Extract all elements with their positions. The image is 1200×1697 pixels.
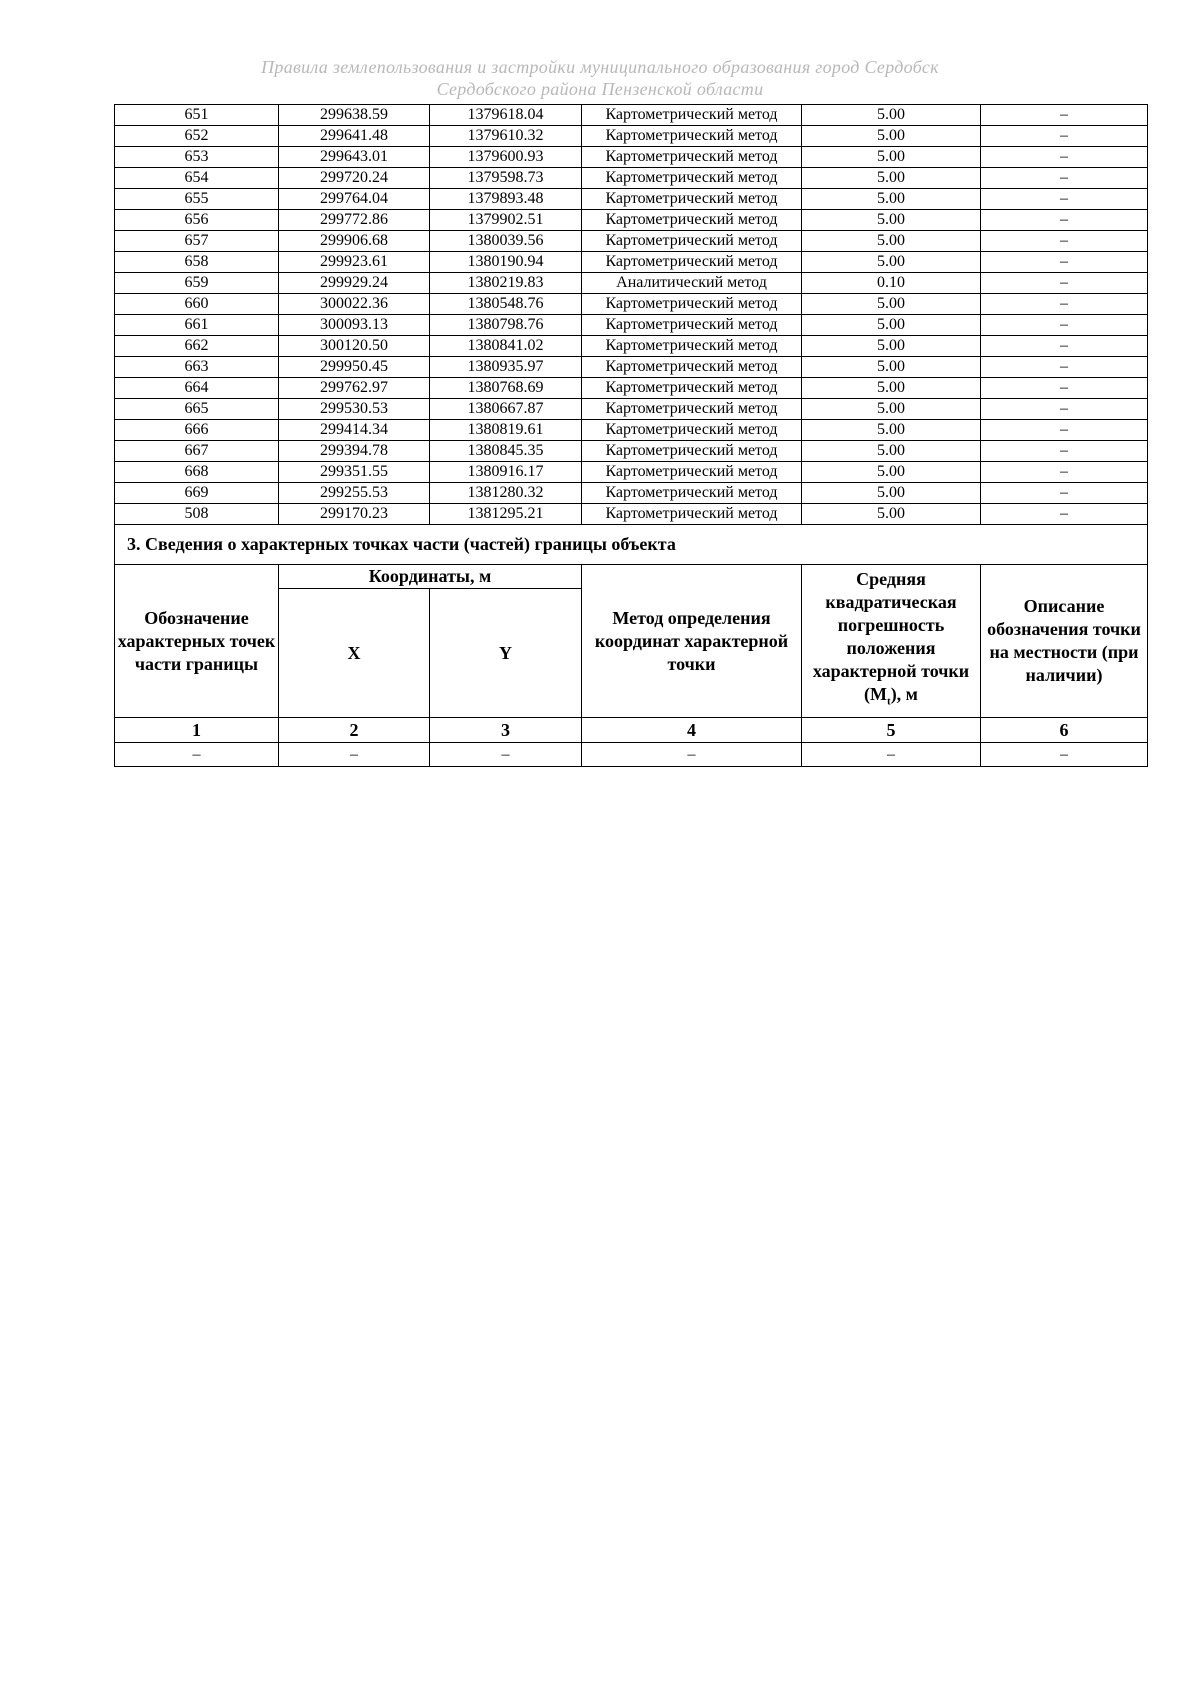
x-coordinate-cell: 299255.53 — [279, 483, 430, 504]
error-cell: 5.00 — [802, 462, 981, 483]
header-coordinates: Координаты, м — [279, 565, 582, 589]
page-header — [0, 56, 1200, 100]
description-cell: – — [981, 147, 1148, 168]
method-cell: Картометрический метод — [582, 189, 802, 210]
method-cell: Картометрический метод — [582, 462, 802, 483]
description-cell: – — [981, 441, 1148, 462]
y-coordinate-cell: 1379902.51 — [430, 210, 582, 231]
description-cell: – — [981, 462, 1148, 483]
point-number-cell: 668 — [115, 462, 279, 483]
empty-cell: – — [279, 743, 430, 767]
method-cell: Картометрический метод — [582, 315, 802, 336]
column-number: 5 — [802, 718, 981, 743]
method-cell: Картометрический метод — [582, 147, 802, 168]
method-cell: Картометрический метод — [582, 399, 802, 420]
column-number: 1 — [115, 718, 279, 743]
point-number-cell: 652 — [115, 126, 279, 147]
x-coordinate-cell: 299643.01 — [279, 147, 430, 168]
y-coordinate-cell: 1380548.76 — [430, 294, 582, 315]
point-number-cell: 657 — [115, 231, 279, 252]
error-cell: 5.00 — [802, 378, 981, 399]
x-coordinate-cell: 300022.36 — [279, 294, 430, 315]
point-number-cell: 664 — [115, 378, 279, 399]
table-row — [115, 462, 1148, 483]
description-cell: – — [981, 189, 1148, 210]
empty-cell: – — [115, 743, 279, 767]
point-number-cell: 659 — [115, 273, 279, 294]
description-cell: – — [981, 504, 1148, 525]
table-row — [115, 105, 1148, 126]
x-coordinate-cell: 299530.53 — [279, 399, 430, 420]
column-numbers-row — [115, 718, 1148, 743]
method-cell: Картометрический метод — [582, 168, 802, 189]
method-cell: Картометрический метод — [582, 231, 802, 252]
description-cell: – — [981, 378, 1148, 399]
header-error-sub: t — [887, 695, 891, 708]
method-cell: Картометрический метод — [582, 378, 802, 399]
y-coordinate-cell: 1380845.35 — [430, 441, 582, 462]
coordinates-table — [114, 104, 1148, 767]
x-coordinate-cell: 299414.34 — [279, 420, 430, 441]
point-number-cell: 667 — [115, 441, 279, 462]
description-cell: – — [981, 399, 1148, 420]
y-coordinate-cell: 1379618.04 — [430, 105, 582, 126]
y-coordinate-cell: 1380798.76 — [430, 315, 582, 336]
error-cell: 5.00 — [802, 147, 981, 168]
error-cell: 5.00 — [802, 504, 981, 525]
description-cell: – — [981, 126, 1148, 147]
header-row-1 — [115, 565, 1148, 589]
method-cell: Картометрический метод — [582, 483, 802, 504]
point-number-cell: 656 — [115, 210, 279, 231]
header-error — [802, 565, 981, 718]
table-row — [115, 126, 1148, 147]
x-coordinate-cell: 299720.24 — [279, 168, 430, 189]
description-cell: – — [981, 252, 1148, 273]
description-cell: – — [981, 357, 1148, 378]
error-cell: 5.00 — [802, 336, 981, 357]
empty-data-row — [115, 743, 1148, 767]
description-cell: – — [981, 210, 1148, 231]
x-coordinate-cell: 299950.45 — [279, 357, 430, 378]
method-cell: Картометрический метод — [582, 336, 802, 357]
method-cell: Картометрический метод — [582, 441, 802, 462]
y-coordinate-cell: 1380916.17 — [430, 462, 582, 483]
y-coordinate-cell: 1380935.97 — [430, 357, 582, 378]
point-number-cell: 660 — [115, 294, 279, 315]
x-coordinate-cell: 300093.13 — [279, 315, 430, 336]
x-coordinate-cell: 299394.78 — [279, 441, 430, 462]
empty-cell: – — [802, 743, 981, 767]
point-number-cell: 665 — [115, 399, 279, 420]
error-cell: 5.00 — [802, 483, 981, 504]
y-coordinate-cell: 1380219.83 — [430, 273, 582, 294]
x-coordinate-cell: 300120.50 — [279, 336, 430, 357]
method-cell: Картометрический метод — [582, 105, 802, 126]
error-cell: 5.00 — [802, 420, 981, 441]
y-coordinate-cell: 1380841.02 — [430, 336, 582, 357]
method-cell: Картометрический метод — [582, 126, 802, 147]
y-coordinate-cell: 1380039.56 — [430, 231, 582, 252]
header-y: Y — [430, 589, 582, 718]
table-row — [115, 273, 1148, 294]
table-row — [115, 231, 1148, 252]
description-cell: – — [981, 168, 1148, 189]
table-row — [115, 483, 1148, 504]
point-number-cell: 651 — [115, 105, 279, 126]
y-coordinate-cell: 1380819.61 — [430, 420, 582, 441]
section-title-row — [115, 525, 1148, 565]
y-coordinate-cell: 1379893.48 — [430, 189, 582, 210]
table-row — [115, 252, 1148, 273]
y-coordinate-cell: 1380768.69 — [430, 378, 582, 399]
error-cell: 5.00 — [802, 399, 981, 420]
empty-cell: – — [430, 743, 582, 767]
method-cell: Картометрический метод — [582, 357, 802, 378]
description-cell: – — [981, 336, 1148, 357]
column-number: 3 — [430, 718, 582, 743]
table-row — [115, 441, 1148, 462]
x-coordinate-cell: 299641.48 — [279, 126, 430, 147]
header-line-1: Правила землепользования и застройки муниципального образования город Сердобск — [261, 57, 939, 77]
point-number-cell: 508 — [115, 504, 279, 525]
method-cell: Картометрический метод — [582, 420, 802, 441]
error-cell: 5.00 — [802, 294, 981, 315]
header-designation: Обозначение характерных точек части границы — [115, 565, 279, 718]
table-row — [115, 336, 1148, 357]
y-coordinate-cell: 1381295.21 — [430, 504, 582, 525]
table-row — [115, 399, 1148, 420]
header-error-tail: ), м — [890, 684, 918, 705]
x-coordinate-cell: 299923.61 — [279, 252, 430, 273]
point-number-cell: 666 — [115, 420, 279, 441]
x-coordinate-cell: 299638.59 — [279, 105, 430, 126]
y-coordinate-cell: 1379600.93 — [430, 147, 582, 168]
empty-cell: – — [582, 743, 802, 767]
header-x: X — [279, 589, 430, 718]
method-cell: Картометрический метод — [582, 252, 802, 273]
table-row — [115, 504, 1148, 525]
error-cell: 5.00 — [802, 252, 981, 273]
x-coordinate-cell: 299764.04 — [279, 189, 430, 210]
y-coordinate-cell: 1379598.73 — [430, 168, 582, 189]
section-3-title: 3. Сведения о характерных точках части (частей) границы объекта — [115, 525, 1148, 565]
x-coordinate-cell: 299929.24 — [279, 273, 430, 294]
description-cell: – — [981, 315, 1148, 336]
table-row — [115, 378, 1148, 399]
error-cell: 5.00 — [802, 105, 981, 126]
error-cell: 5.00 — [802, 189, 981, 210]
method-cell: Картометрический метод — [582, 210, 802, 231]
error-cell: 5.00 — [802, 357, 981, 378]
x-coordinate-cell: 299170.23 — [279, 504, 430, 525]
point-number-cell: 662 — [115, 336, 279, 357]
point-number-cell: 653 — [115, 147, 279, 168]
table-row — [115, 147, 1148, 168]
error-cell: 5.00 — [802, 210, 981, 231]
method-cell: Картометрический метод — [582, 504, 802, 525]
error-cell: 0.10 — [802, 273, 981, 294]
error-cell: 5.00 — [802, 315, 981, 336]
point-number-cell: 669 — [115, 483, 279, 504]
table-row — [115, 189, 1148, 210]
header-method: Метод определения координат характерной точки — [582, 565, 802, 718]
description-cell: – — [981, 294, 1148, 315]
point-number-cell: 663 — [115, 357, 279, 378]
point-number-cell: 658 — [115, 252, 279, 273]
empty-cell: – — [981, 743, 1148, 767]
column-number: 4 — [582, 718, 802, 743]
error-cell: 5.00 — [802, 168, 981, 189]
method-cell: Аналитический метод — [582, 273, 802, 294]
y-coordinate-cell: 1381280.32 — [430, 483, 582, 504]
x-coordinate-cell: 299906.68 — [279, 231, 430, 252]
description-cell: – — [981, 420, 1148, 441]
y-coordinate-cell: 1380667.87 — [430, 399, 582, 420]
x-coordinate-cell: 299772.86 — [279, 210, 430, 231]
point-number-cell: 655 — [115, 189, 279, 210]
y-coordinate-cell: 1380190.94 — [430, 252, 582, 273]
description-cell: – — [981, 231, 1148, 252]
description-cell: – — [981, 483, 1148, 504]
table-row — [115, 210, 1148, 231]
point-number-cell: 654 — [115, 168, 279, 189]
error-cell: 5.00 — [802, 441, 981, 462]
header-description: Описание обозначения точки на местности (при наличии) — [981, 565, 1148, 718]
table-row — [115, 420, 1148, 441]
method-cell: Картометрический метод — [582, 294, 802, 315]
header-error-main: Средняя квадратическая погрешность положения характерной точки (M — [812, 569, 970, 705]
table-row — [115, 294, 1148, 315]
x-coordinate-cell: 299762.97 — [279, 378, 430, 399]
x-coordinate-cell: 299351.55 — [279, 462, 430, 483]
description-cell: – — [981, 273, 1148, 294]
description-cell: – — [981, 105, 1148, 126]
table-row — [115, 315, 1148, 336]
y-coordinate-cell: 1379610.32 — [430, 126, 582, 147]
point-number-cell: 661 — [115, 315, 279, 336]
coordinates-table-body — [115, 105, 1148, 525]
column-number: 2 — [279, 718, 430, 743]
column-number: 6 — [981, 718, 1148, 743]
table-row — [115, 168, 1148, 189]
table-row — [115, 357, 1148, 378]
error-cell: 5.00 — [802, 231, 981, 252]
error-cell: 5.00 — [802, 126, 981, 147]
header-line-2: Сердобского района Пензенской области — [436, 79, 764, 99]
